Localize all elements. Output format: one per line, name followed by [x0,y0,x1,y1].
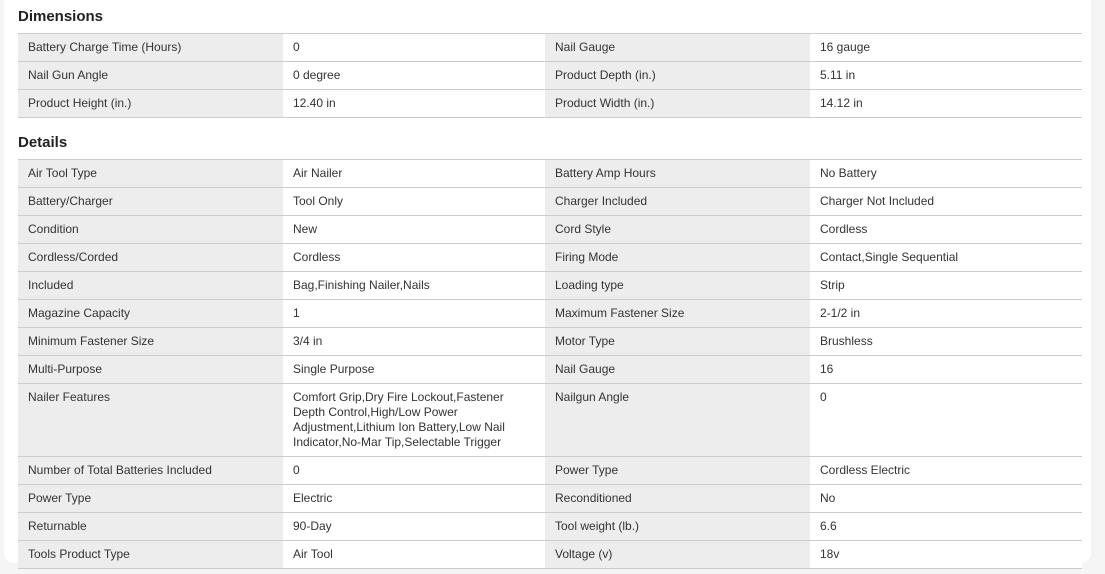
spec-value-cell: Cordless [810,216,1082,244]
spec-value-cell: 2-1/2 in [810,300,1082,328]
spec-value-cell: 0 [283,34,545,62]
spec-value-cell: 0 [283,457,545,485]
spec-label-cell: Product Height (in.) [18,90,283,118]
spec-row [18,90,1082,118]
spec-row [18,384,1082,457]
spec-value-cell: 12.40 in [283,90,545,118]
spec-value-cell: Single Purpose [283,356,545,384]
spec-label-cell: Minimum Fastener Size [18,328,283,356]
spec-label-cell: Number of Total Batteries Included [18,457,283,485]
spec-label-cell: Cordless/Corded [18,244,283,272]
spec-value-cell: 16 gauge [810,34,1082,62]
spec-label-cell: Loading type [545,272,810,300]
spec-value-cell: Tool Only [283,188,545,216]
spec-label-cell: Maximum Fastener Size [545,300,810,328]
specs-table [18,33,1082,118]
spec-value-cell: 0 degree [283,62,545,90]
spec-value-cell: 1 [283,300,545,328]
spec-row [18,188,1082,216]
specs-section [18,134,1082,569]
spec-value-cell: Bag,Finishing Nailer,Nails [283,272,545,300]
spec-value-cell: 14.12 in [810,90,1082,118]
spec-value-cell: 18v [810,541,1082,569]
spec-value-cell: 5.11 in [810,62,1082,90]
spec-label-cell: Power Type [545,457,810,485]
spec-label-cell: Nail Gauge [545,356,810,384]
spec-label-cell: Magazine Capacity [18,300,283,328]
spec-value-cell: 90-Day [283,513,545,541]
spec-value-cell: Cordless Electric [810,457,1082,485]
spec-label-cell: Nailgun Angle [545,384,810,457]
spec-value-cell: Air Nailer [283,160,545,188]
spec-label-cell: Multi-Purpose [18,356,283,384]
spec-label-cell: Power Type [18,485,283,513]
spec-row [18,485,1082,513]
spec-label-cell: Battery Amp Hours [545,160,810,188]
spec-row [18,272,1082,300]
spec-label-cell: Returnable [18,513,283,541]
spec-value-cell: 0 [810,384,1082,457]
spec-value-cell: 6.6 [810,513,1082,541]
spec-row [18,328,1082,356]
section-title: Details [18,134,68,151]
spec-row [18,513,1082,541]
spec-label-cell: Product Depth (in.) [545,62,810,90]
spec-value-cell: Comfort Grip,Dry Fire Lockout,Fastener Depth Control,High/Low Power Adjustment,Lithium Ion Battery,Low Nail Indicator,No-Mar Tip,Selectable Trigger [283,384,545,457]
spec-value-cell: 16 [810,356,1082,384]
spec-row [18,300,1082,328]
specs-table-body [18,34,1082,118]
spec-label-cell: Nailer Features [18,384,283,457]
spec-value-cell: Contact,Single Sequential [810,244,1082,272]
spec-value-cell: New [283,216,545,244]
section-title: Dimensions [18,8,104,25]
specs-card [4,0,1091,563]
spec-value-cell: Charger Not Included [810,188,1082,216]
spec-value-cell: Strip [810,272,1082,300]
spec-value-cell: 3/4 in [283,328,545,356]
spec-label-cell: Included [18,272,283,300]
spec-row [18,356,1082,384]
spec-row [18,62,1082,90]
spec-value-cell: Brushless [810,328,1082,356]
spec-label-cell: Cord Style [545,216,810,244]
spec-value-cell: Electric [283,485,545,513]
specs-table-body [18,160,1082,569]
specs-section [18,8,1082,118]
spec-label-cell: Tool weight (lb.) [545,513,810,541]
specs-table [18,159,1082,569]
spec-label-cell: Product Width (in.) [545,90,810,118]
spec-label-cell: Tools Product Type [18,541,283,569]
spec-value-cell: Cordless [283,244,545,272]
spec-label-cell: Voltage (v) [545,541,810,569]
spec-label-cell: Condition [18,216,283,244]
spec-row [18,216,1082,244]
spec-label-cell: Charger Included [545,188,810,216]
spec-label-cell: Motor Type [545,328,810,356]
spec-label-cell: Battery Charge Time (Hours) [18,34,283,62]
spec-row [18,541,1082,569]
spec-label-cell: Air Tool Type [18,160,283,188]
spec-label-cell: Reconditioned [545,485,810,513]
spec-value-cell: No [810,485,1082,513]
spec-label-cell: Firing Mode [545,244,810,272]
spec-row [18,457,1082,485]
spec-value-cell: Air Tool [283,541,545,569]
spec-row [18,160,1082,188]
spec-value-cell: No Battery [810,160,1082,188]
spec-row [18,244,1082,272]
spec-label-cell: Nail Gauge [545,34,810,62]
spec-row [18,34,1082,62]
spec-label-cell: Nail Gun Angle [18,62,283,90]
spec-label-cell: Battery/Charger [18,188,283,216]
